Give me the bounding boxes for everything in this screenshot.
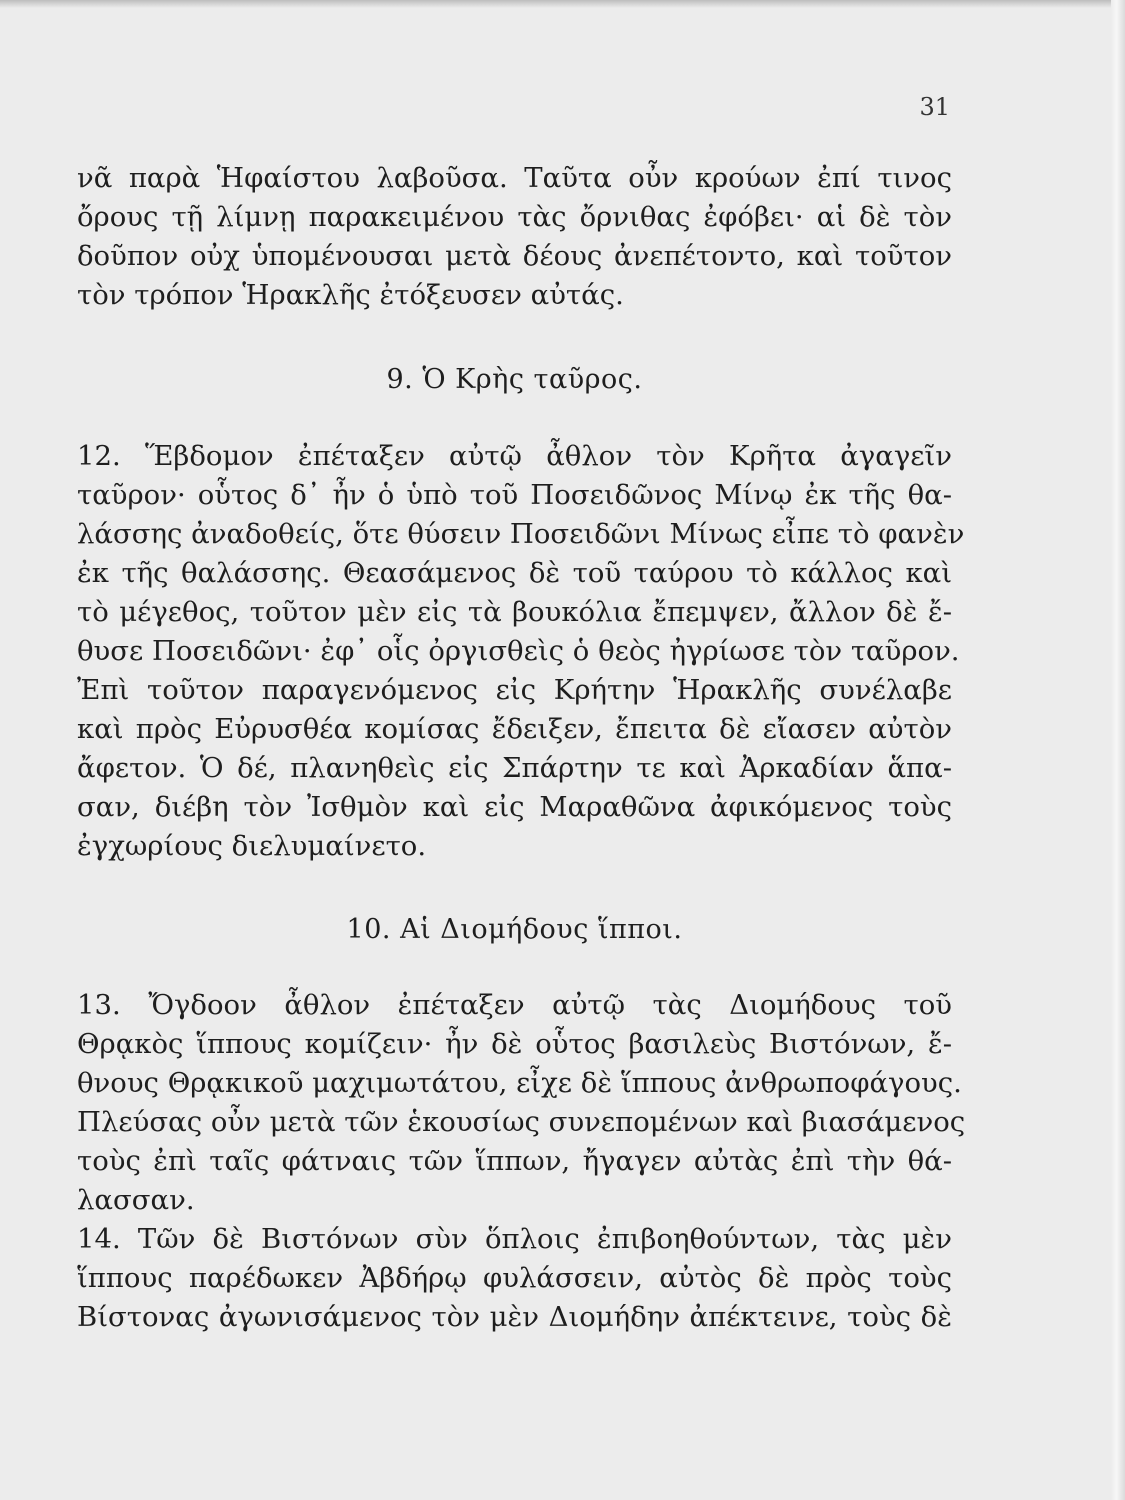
- text-line: καὶ πρὸς Εὐρυσθέα κομίσας ἔδειξεν, ἔπειτα δὲ εἴασεν αὐτὸν: [77, 713, 952, 745]
- text-line: ἵππους παρέδωκεν Ἀβδήρῳ φυλάσσειν, αὐτὸς δὲ πρὸς τοὺς: [77, 1262, 952, 1294]
- text-line: θνους Θρᾳκικοῦ μαχιμωτάτου, εἶχε δὲ ἵππους ἀνθρωποφάγους.: [77, 1067, 962, 1099]
- text-line: τὸ μέγεθος, τοῦτον μὲν εἰς τὰ βουκόλια ἔπεμψεν, ἄλλον δὲ ἔ-: [77, 596, 952, 628]
- text-line: ἐγχωρίους διελυμαίνετο.: [77, 830, 427, 862]
- text-line: Βίστονας ἀγωνισάμενος τὸν μὲν Διομήδην ἀπέκτεινε, τοὺς δὲ: [77, 1301, 952, 1333]
- text-line: Πλεύσας οὖν μετὰ τῶν ἑκουσίως συνεπομένων καὶ βιασάμενος: [77, 1106, 966, 1138]
- page-right-edge: [1111, 0, 1125, 1500]
- text-line: ταῦρον· οὗτος δ᾽ ἦν ὁ ὑπὸ τοῦ Ποσειδῶνος Μίνῳ ἐκ τῆς θα-: [77, 479, 952, 511]
- text-line: δοῦπον οὐχ ὑπομένουσαι μετὰ δέους ἀνεπέτοντο, καὶ τοῦτον: [77, 240, 952, 272]
- section-heading-9: 9. Ὁ Κρὴς ταῦρος.: [386, 364, 643, 395]
- text-line: Ἐπὶ τοῦτον παραγενόμενος εἰς Κρήτην Ἡρακλῆς συνέλαβε: [77, 674, 952, 706]
- page-number: 31: [919, 93, 950, 121]
- text-line: θυσε Ποσειδῶνι· ἐφ᾽ οἷς ὀργισθεὶς ὁ θεὸς ἠγρίωσε τὸν ταῦρον.: [77, 635, 960, 667]
- text-line: ἄφετον. Ὁ δέ, πλανηθεὶς εἰς Σπάρτην τε καὶ Ἀρκαδίαν ἅπα-: [77, 752, 952, 784]
- section-heading-10: 10. Αἱ Διομήδους ἵπποι.: [346, 914, 683, 945]
- text-line: λασσαν.: [77, 1184, 195, 1216]
- text-line: 14. Τῶν δὲ Βιστόνων σὺν ὅπλοις ἐπιβοηθούντων, τὰς μὲν: [77, 1223, 952, 1255]
- text-line: ἐκ τῆς θαλάσσης. Θεασάμενος δὲ τοῦ ταύρου τὸ κάλλος καὶ: [77, 557, 952, 589]
- text-line: σαν, διέβη τὸν Ἰσθμὸν καὶ εἰς Μαραθῶνα ἀφικόμενος τοὺς: [77, 791, 952, 823]
- text-line: Θρᾳκὸς ἵππους κομίζειν· ἦν δὲ οὗτος βασιλεὺς Βιστόνων, ἔ-: [77, 1028, 952, 1060]
- text-line: τὸν τρόπον Ἡρακλῆς ἐτόξευσεν αὐτάς.: [77, 279, 624, 311]
- text-line: 13. Ὄγδοον ἆθλον ἐπέταξεν αὐτῷ τὰς Διομήδους τοῦ: [77, 989, 952, 1021]
- text-line: 12. Ἕβδομον ἐπέταξεν αὐτῷ ἆθλον τὸν Κρῆτα ἀγαγεῖν: [77, 440, 952, 472]
- text-line: λάσσης ἀναδοθείς, ὅτε θύσειν Ποσειδῶνι Μίνως εἶπε τὸ φανὲν: [77, 518, 965, 550]
- page-top-edge: [0, 0, 1125, 8]
- text-line: τοὺς ἐπὶ ταῖς φάτναις τῶν ἵππων, ἤγαγεν αὐτὰς ἐπὶ τὴν θά-: [77, 1145, 952, 1177]
- text-line: ὄρους τῇ λίμνῃ παρακειμένου τὰς ὄρνιθας ἐφόβει· αἱ δὲ τὸν: [77, 201, 952, 233]
- text-line: νᾶ παρὰ Ἡφαίστου λαβοῦσα. Ταῦτα οὖν κρούων ἐπί τινος: [77, 162, 952, 194]
